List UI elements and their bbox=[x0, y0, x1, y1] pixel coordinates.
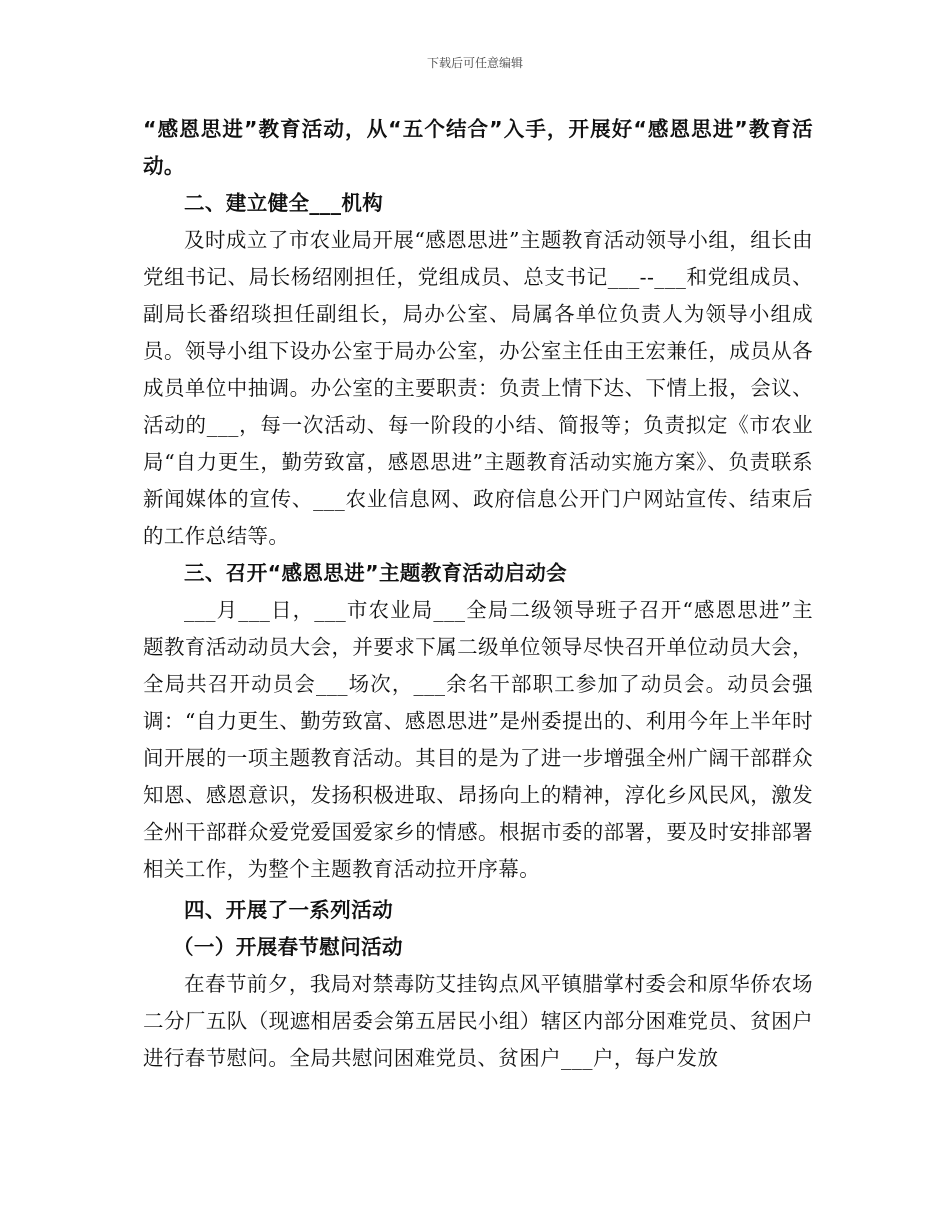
page-header: 下载后可任意编辑 bbox=[426, 56, 523, 70]
document-body bbox=[143, 111, 813, 1077]
section-heading-2: 二、建立健全___机构 bbox=[184, 191, 384, 215]
subsection-heading-1: （一）开展春节慰问活动 bbox=[173, 935, 403, 959]
paragraph-spring-visit: 在春节前夕，我局对禁毒防艾挂钩点风平镇腊掌村委会和原华侨农场二分厂五队（现遮相居委会第五居民小组）辖区内部分困难党员、贫困户进行春节慰问。全局共慰问困难党员、贫困户___户，每户发放 bbox=[143, 972, 813, 1070]
paragraph-intro: “感恩思进”教育活动，从“五个结合”入手，开展好“感恩思进”教育活动。 bbox=[143, 117, 813, 178]
paragraph-organization: 及时成立了市农业局开展“感恩思进”主题教育活动领导小组，组长由党组书记、局长杨绍刚担任，党组成员、总支书记___--___和党组成员、副局长番绍琰担任副组长，局办公室、局属各单位负责人为领导小组成员。领导小组下设办公室于局办公室，办公室主任由王宏兼任，成员从各成员单位中抽调。办公室的主要职责：负责上情下达、下情上报，会议、活动的___，每一次活动、每一阶段的小结、简报等；负责拟定《市农业局“自力更生，勤劳致富，感恩思进”主题教育活动实施方案》、负责联系新闻媒体的宣传、___农业信息网、政府信息公开门户网站宣传、结束后的工作总结等。 bbox=[143, 228, 813, 548]
paragraph-meeting: ___月___日，___市农业局___全局二级领导班子召开“感恩思进”主题教育活动动员大会，并要求下属二级单位领导尽快召开单位动员大会，全局共召开动员会___场次，___余名干部职工参加了动员会。动员会强调：“自力更生、勤劳致富、感恩思进”是州委提出的、利用今年上半年时间开展的一项主题教育活动。其目的是为了进一步增强全州广阔干部群众知恩、感恩意识，发扬积极进取、昂扬向上的精神，淳化乡风民风，激发全州干部群众爱党爱国爱家乡的情感。根据市委的部署，要及时安排部署相关工作，为整个主题教育活动拉开序幕。 bbox=[143, 598, 813, 881]
section-heading-3: 三、召开“感恩思进”主题教育活动启动会 bbox=[184, 561, 568, 585]
section-heading-4: 四、开展了一系列活动 bbox=[184, 898, 393, 922]
